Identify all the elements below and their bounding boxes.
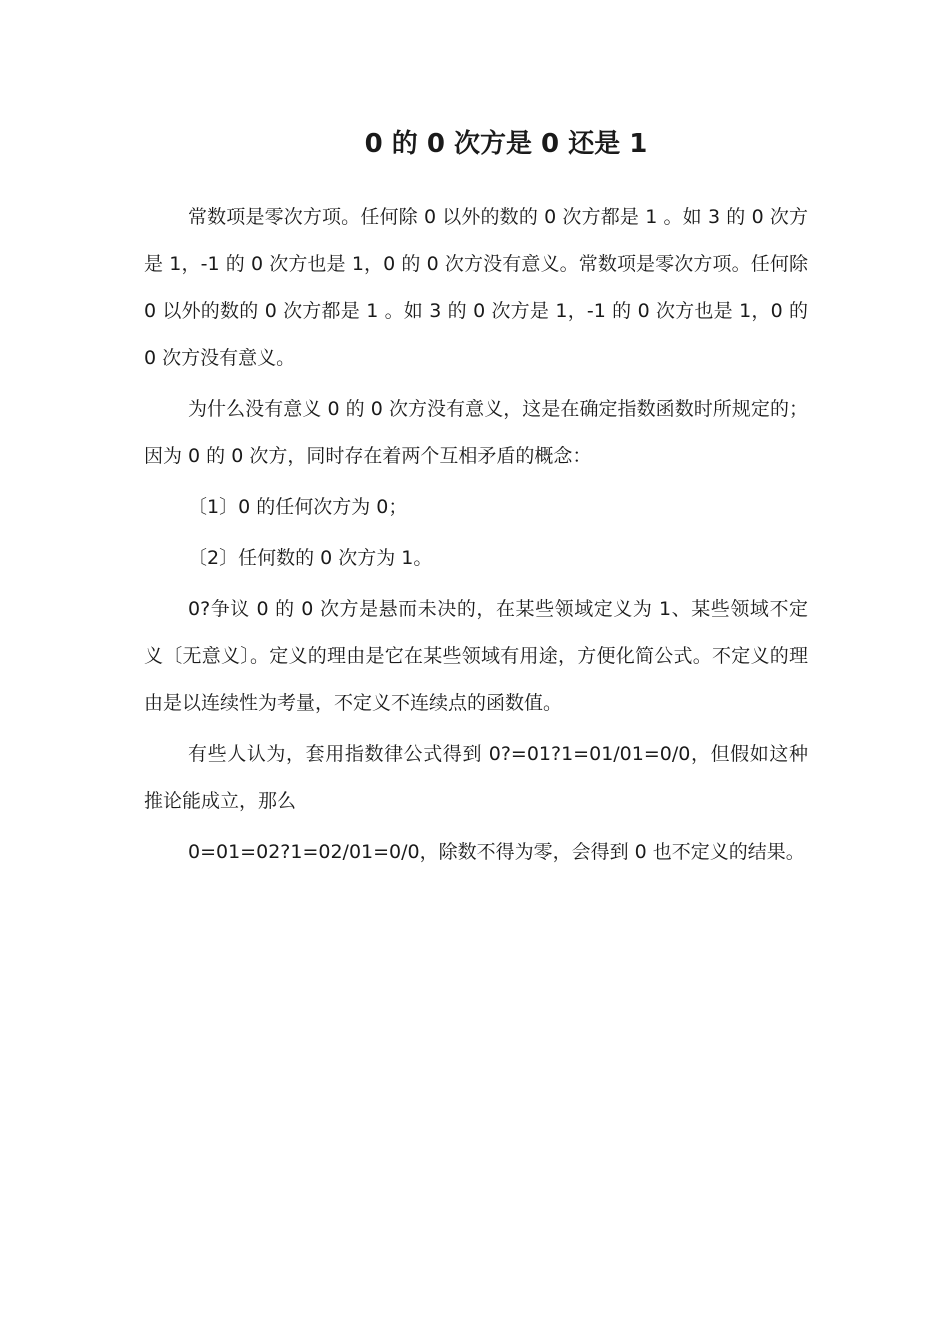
list-item-1: 〔1〕0 的任何次方为 0；: [188, 496, 408, 518]
paragraph-constant-term: 常数项是零次方项。任何除 0 以外的数的 0 次方都是 1 。如 3 的 0 次方是 1，-1 的 0 次方也是 1，0 的 0 次方没有意义。常数项是零次方项。任何除 0 以外的数的 0 次方都是 1 。如 3 的 0 次方是 1，-1 的 0 次方也是 1，0 的 0 次方没有意义。: [144, 206, 808, 369]
document-body: [144, 122, 808, 880]
paragraph-controversy: 0?争议 0 的 0 次方是悬而未决的，在某些领域定义为 1、某些领域不定义〔无意义〕。定义的理由是它在某些领域有用途，方便化简公式。不定义的理由是以连续性为考量，不定义不连续点的函数值。: [144, 598, 808, 714]
document-title: 0 的 0 次方是 0 还是 1: [364, 129, 648, 159]
paragraph-exponent-law: 有些人认为，套用指数律公式得到 0?=01?1=01/01=0/0，但假如这种推论能成立，那么: [144, 743, 808, 812]
paragraph-conclusion: 0=01=02?1=02/01=0/0，除数不得为零，会得到 0 也不定义的结果。: [188, 841, 805, 863]
list-item-2: 〔2〕任何数的 0 次方为 1。: [188, 547, 433, 569]
paragraph-why-meaningless: 为什么没有意义 0 的 0 次方没有意义，这是在确定指数函数时所规定的；因为 0 的 0 次方，同时存在着两个互相矛盾的概念：: [144, 398, 808, 467]
